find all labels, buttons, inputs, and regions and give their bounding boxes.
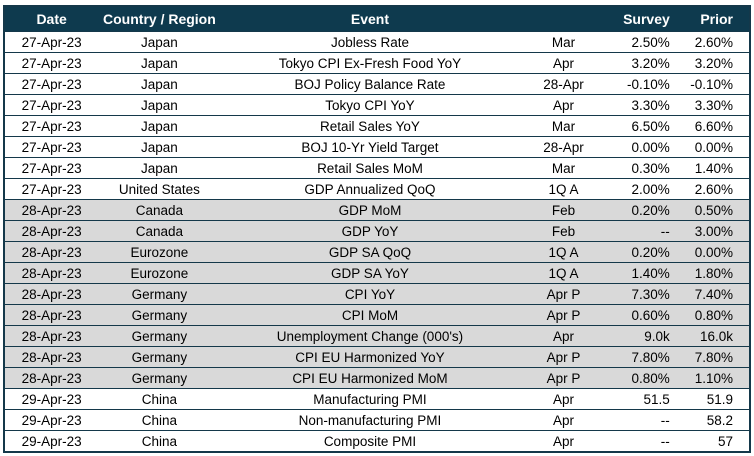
cell-period: Mar	[519, 158, 607, 179]
cell-date: 27-Apr-23	[4, 95, 98, 116]
column-header-event: Event	[221, 6, 520, 32]
cell-date: 28-Apr-23	[4, 242, 98, 263]
cell-date: 28-Apr-23	[4, 284, 98, 305]
cell-prior: 58.2	[680, 410, 750, 431]
cell-date: 28-Apr-23	[4, 221, 98, 242]
cell-survey: 2.50%	[608, 32, 680, 53]
cell-period: Feb	[519, 221, 607, 242]
cell-event: GDP SA YoY	[221, 263, 520, 284]
cell-country: Canada	[98, 200, 220, 221]
cell-prior: 2.60%	[680, 32, 750, 53]
table-row	[4, 53, 750, 74]
cell-survey: 9.0k	[608, 326, 680, 347]
table-row	[4, 263, 750, 284]
economic-calendar-table	[3, 5, 751, 453]
cell-event: GDP Annualized QoQ	[221, 179, 520, 200]
cell-period: Apr	[519, 53, 607, 74]
cell-period: Apr	[519, 326, 607, 347]
cell-survey: 7.30%	[608, 284, 680, 305]
cell-survey: 2.00%	[608, 179, 680, 200]
cell-date: 29-Apr-23	[4, 389, 98, 410]
cell-period: Apr P	[519, 284, 607, 305]
table-row	[4, 137, 750, 158]
cell-date: 27-Apr-23	[4, 116, 98, 137]
cell-date: 27-Apr-23	[4, 179, 98, 200]
table-row	[4, 284, 750, 305]
cell-survey: 3.20%	[608, 53, 680, 74]
cell-event: Non-manufacturing PMI	[221, 410, 520, 431]
table-row	[4, 305, 750, 326]
cell-period: Apr	[519, 95, 607, 116]
cell-period: Apr P	[519, 305, 607, 326]
cell-period: 28-Apr	[519, 137, 607, 158]
cell-prior: 1.80%	[680, 263, 750, 284]
table-header	[4, 6, 750, 32]
cell-period: 28-Apr	[519, 74, 607, 95]
cell-country: Japan	[98, 158, 220, 179]
table-row	[4, 158, 750, 179]
cell-prior: 16.0k	[680, 326, 750, 347]
cell-event: GDP SA QoQ	[221, 242, 520, 263]
cell-country: Germany	[98, 284, 220, 305]
cell-prior: 3.00%	[680, 221, 750, 242]
cell-country: Japan	[98, 53, 220, 74]
cell-country: Eurozone	[98, 263, 220, 284]
cell-date: 28-Apr-23	[4, 263, 98, 284]
cell-prior: 0.00%	[680, 137, 750, 158]
cell-country: Japan	[98, 32, 220, 53]
table-row	[4, 32, 750, 53]
cell-prior: 6.60%	[680, 116, 750, 137]
cell-period: Mar	[519, 32, 607, 53]
cell-event: Tokyo CPI YoY	[221, 95, 520, 116]
cell-prior: 2.60%	[680, 179, 750, 200]
cell-period: Apr	[519, 431, 607, 453]
cell-event: CPI YoY	[221, 284, 520, 305]
cell-prior: 7.40%	[680, 284, 750, 305]
cell-date: 27-Apr-23	[4, 137, 98, 158]
cell-event: CPI MoM	[221, 305, 520, 326]
cell-country: Japan	[98, 137, 220, 158]
cell-period: 1Q A	[519, 179, 607, 200]
table-body	[4, 32, 750, 453]
column-header-period	[519, 6, 607, 32]
cell-country: China	[98, 431, 220, 453]
cell-prior: 1.40%	[680, 158, 750, 179]
table-row	[4, 74, 750, 95]
cell-date: 29-Apr-23	[4, 431, 98, 453]
table-row	[4, 326, 750, 347]
cell-event: GDP YoY	[221, 221, 520, 242]
cell-period: Mar	[519, 116, 607, 137]
cell-date: 27-Apr-23	[4, 32, 98, 53]
cell-country: Germany	[98, 368, 220, 389]
cell-survey: --	[608, 431, 680, 453]
cell-prior: 7.80%	[680, 347, 750, 368]
cell-event: Composite PMI	[221, 431, 520, 453]
cell-country: United States	[98, 179, 220, 200]
cell-event: Retail Sales MoM	[221, 158, 520, 179]
cell-period: Feb	[519, 200, 607, 221]
cell-country: Japan	[98, 95, 220, 116]
cell-prior: 1.10%	[680, 368, 750, 389]
cell-country: Canada	[98, 221, 220, 242]
cell-survey: 0.20%	[608, 242, 680, 263]
cell-date: 27-Apr-23	[4, 158, 98, 179]
cell-survey: 0.20%	[608, 200, 680, 221]
cell-country: Japan	[98, 116, 220, 137]
cell-event: GDP MoM	[221, 200, 520, 221]
cell-survey: --	[608, 221, 680, 242]
cell-period: Apr P	[519, 368, 607, 389]
cell-date: 27-Apr-23	[4, 53, 98, 74]
table-row	[4, 347, 750, 368]
cell-event: CPI EU Harmonized MoM	[221, 368, 520, 389]
cell-prior: 0.00%	[680, 242, 750, 263]
cell-prior: -0.10%	[680, 74, 750, 95]
cell-prior: 0.50%	[680, 200, 750, 221]
cell-survey: 6.50%	[608, 116, 680, 137]
cell-country: Eurozone	[98, 242, 220, 263]
cell-period: Apr	[519, 410, 607, 431]
cell-event: Manufacturing PMI	[221, 389, 520, 410]
cell-survey: 0.00%	[608, 137, 680, 158]
cell-period: 1Q A	[519, 242, 607, 263]
table-row	[4, 410, 750, 431]
cell-prior: 3.20%	[680, 53, 750, 74]
cell-survey: 1.40%	[608, 263, 680, 284]
table-row	[4, 431, 750, 453]
column-header-survey: Survey	[608, 6, 680, 32]
cell-country: Germany	[98, 347, 220, 368]
cell-date: 28-Apr-23	[4, 347, 98, 368]
cell-country: China	[98, 389, 220, 410]
table-row	[4, 221, 750, 242]
table-row	[4, 368, 750, 389]
cell-event: CPI EU Harmonized YoY	[221, 347, 520, 368]
cell-date: 28-Apr-23	[4, 368, 98, 389]
column-header-prior: Prior	[680, 6, 750, 32]
cell-event: BOJ Policy Balance Rate	[221, 74, 520, 95]
table-row	[4, 242, 750, 263]
cell-survey: 0.80%	[608, 368, 680, 389]
column-header-country: Country / Region	[98, 6, 220, 32]
cell-period: 1Q A	[519, 263, 607, 284]
table-row	[4, 389, 750, 410]
cell-survey: -0.10%	[608, 74, 680, 95]
cell-date: 27-Apr-23	[4, 74, 98, 95]
cell-event: BOJ 10-Yr Yield Target	[221, 137, 520, 158]
cell-survey: 0.60%	[608, 305, 680, 326]
cell-event: Retail Sales YoY	[221, 116, 520, 137]
cell-date: 28-Apr-23	[4, 305, 98, 326]
cell-survey: 51.5	[608, 389, 680, 410]
table-row	[4, 179, 750, 200]
cell-survey: --	[608, 410, 680, 431]
cell-period: Apr P	[519, 347, 607, 368]
cell-event: Jobless Rate	[221, 32, 520, 53]
cell-survey: 0.30%	[608, 158, 680, 179]
cell-period: Apr	[519, 389, 607, 410]
cell-country: Germany	[98, 326, 220, 347]
cell-country: Germany	[98, 305, 220, 326]
cell-survey: 7.80%	[608, 347, 680, 368]
cell-date: 28-Apr-23	[4, 200, 98, 221]
cell-survey: 3.30%	[608, 95, 680, 116]
cell-event: Tokyo CPI Ex-Fresh Food YoY	[221, 53, 520, 74]
column-header-date: Date	[4, 6, 98, 32]
cell-prior: 0.80%	[680, 305, 750, 326]
cell-date: 29-Apr-23	[4, 410, 98, 431]
cell-event: Unemployment Change (000's)	[221, 326, 520, 347]
cell-prior: 3.30%	[680, 95, 750, 116]
table-row	[4, 116, 750, 137]
table-row	[4, 95, 750, 116]
cell-prior: 57	[680, 431, 750, 453]
header-row	[4, 6, 750, 32]
cell-prior: 51.9	[680, 389, 750, 410]
cell-date: 28-Apr-23	[4, 326, 98, 347]
cell-country: China	[98, 410, 220, 431]
cell-country: Japan	[98, 74, 220, 95]
table-row	[4, 200, 750, 221]
